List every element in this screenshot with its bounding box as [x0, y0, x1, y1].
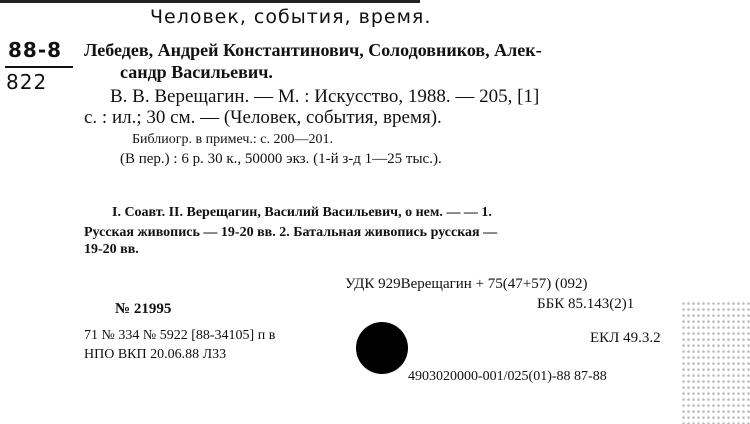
call-number-top: 88-8	[8, 38, 63, 62]
ink-blot	[356, 322, 408, 374]
subjects-line-3: 19-20 вв.	[84, 242, 139, 257]
title-line-2: с. : ил.; 30 см. — (Человек, события, время).	[84, 107, 442, 128]
authors-line-2: сандр Васильевич.	[120, 62, 273, 82]
call-number-divider	[5, 66, 73, 68]
bibliography-note: Библиогр. в примеч.: с. 200—201.	[132, 132, 333, 147]
order-line: 71 № 334 № 5922 [88-34105] п в	[84, 328, 276, 343]
scan-noise	[680, 300, 750, 424]
npo-line: НПО ВКП 20.06.88 Л33	[84, 347, 227, 362]
top-edge-mark	[0, 0, 420, 3]
authors-line-1: Лебедев, Андрей Константинович, Солодовников, Алек-	[84, 40, 542, 60]
ekl-code: ЕКЛ 49.3.2	[590, 330, 661, 346]
card-number: № 21995	[115, 301, 172, 317]
call-number-bottom: 822	[6, 70, 48, 94]
title-line-1: В. В. Верещагин. — М. : Искусство, 1988. — 205, [1]	[110, 86, 540, 107]
subjects-line-2: Русская живопись — 19-20 вв. 2. Батальная живопись русская —	[84, 225, 498, 240]
price-note: (В пер.) : 6 р. 30 к., 50000 экз. (1-й з-д 1—25 тыс.).	[120, 151, 442, 167]
bbk-code: ББК 85.143(2)1	[537, 296, 635, 312]
subjects-line-1: I. Соавт. II. Верещагин, Василий Васильевич, о нем. — — 1.	[112, 205, 492, 220]
isbn-code: 4903020000-001/025(01)-88 87-88	[408, 369, 607, 384]
udk-code: УДК 929Верещагин + 75(47+57) (092)	[345, 276, 588, 292]
handwritten-series-note: Человек, события, время.	[150, 6, 432, 28]
